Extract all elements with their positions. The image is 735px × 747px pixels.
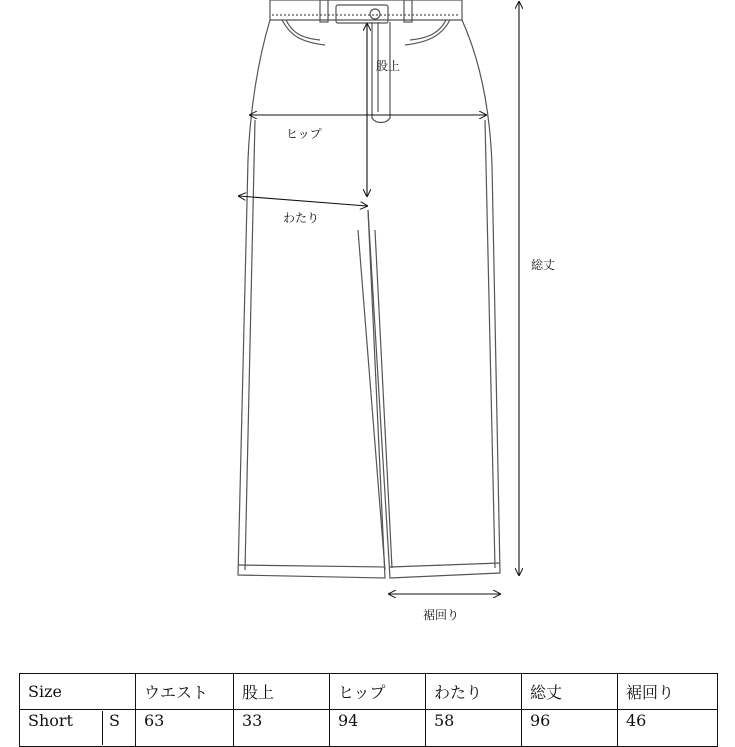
table-header-cell: わたり [426,674,522,710]
table-cell-group-label: Short [28,711,103,745]
table-header-cell: ウエスト [136,674,234,710]
table-header-cell: 総丈 [522,674,618,710]
table-header-cell: ヒップ [330,674,426,710]
rise-label: 股上 [376,59,401,73]
table-cell: 46 [618,710,718,747]
table-header-cell: 股上 [234,674,330,710]
thigh-label: わたり [283,211,320,225]
table-cell: 63 [136,710,234,747]
table-cell-size: S [109,711,120,730]
table-row [20,710,718,747]
hem-label: 裾回り [423,608,460,622]
thigh-arrow [239,196,367,206]
table-header-cell: 裾回り [618,674,718,710]
table-header-row [20,674,718,710]
table-cell: 96 [522,710,618,747]
table-cell: 94 [330,710,426,747]
table-header-cell: Size [20,674,136,710]
table-cell: 58 [426,710,522,747]
hip-label: ヒップ [286,127,322,141]
table-cell-group [20,710,136,747]
pants-illustration [238,0,500,578]
size-table [19,673,718,747]
table-cell: 33 [234,710,330,747]
total-length-label: 総丈 [531,258,556,272]
